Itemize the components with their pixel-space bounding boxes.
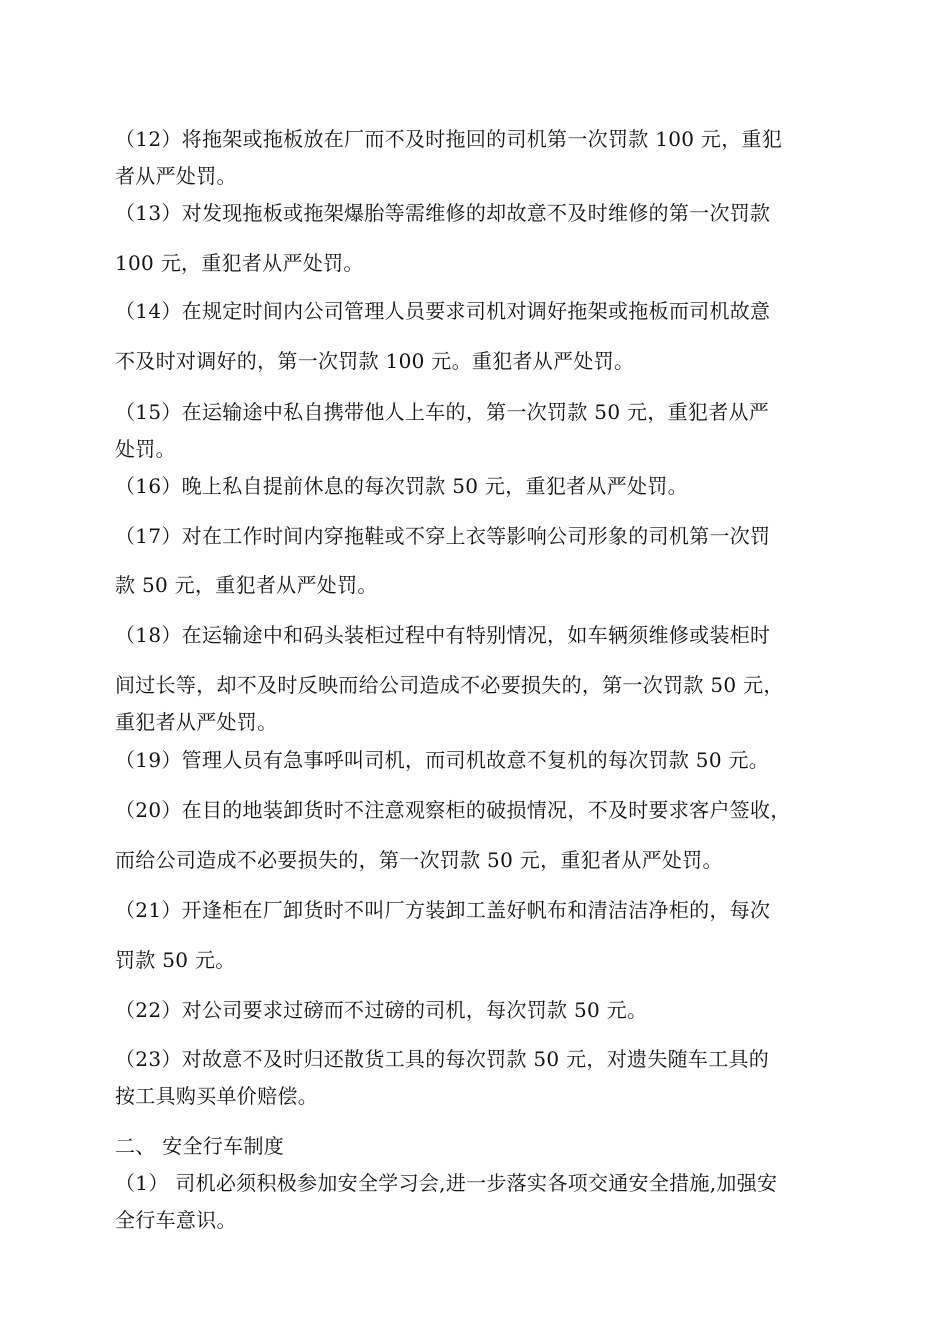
rule-20-line-1: （20）在目的地装卸货时不注意观察柜的破损情况，不及时要求客户签收， bbox=[115, 798, 791, 822]
rule-22-line-1: （22）对公司要求过磅而不过磅的司机，每次罚款 50 元。 bbox=[115, 998, 648, 1022]
safety-rule-1-line-2: 全行车意识。 bbox=[115, 1208, 237, 1232]
rule-23-line-2: 按工具购买单价赔偿。 bbox=[115, 1084, 318, 1108]
rule-21-line-1: （21）开逢柜在厂卸货时不叫厂方装卸工盖好帆布和清洁洁净柜的，每次 bbox=[115, 898, 771, 922]
rule-18-line-3: 重犯者从严处罚。 bbox=[115, 710, 278, 734]
rule-15-line-1: （15）在运输途中私自携带他人上车的，第一次罚款 50 元，重犯者从严 bbox=[115, 400, 770, 424]
rule-17-line-2: 款 50 元，重犯者从严处罚。 bbox=[115, 573, 378, 597]
rule-23-line-1: （23）对故意不及时归还散货工具的每次罚款 50 元，对遗失随车工具的 bbox=[115, 1047, 770, 1071]
rule-15-line-2: 处罚。 bbox=[115, 437, 176, 461]
rule-12-line-2: 者从严处罚。 bbox=[115, 164, 237, 188]
rule-14-line-2: 不及时对调好的，第一次罚款 100 元。重犯者从严处罚。 bbox=[115, 349, 635, 373]
rule-16-line-1: （16）晚上私自提前休息的每次罚款 50 元，重犯者从严处罚。 bbox=[115, 474, 688, 498]
rule-13-line-1: （13）对发现拖板或拖架爆胎等需维修的却故意不及时维修的第一次罚款 bbox=[115, 201, 771, 225]
rule-17-line-1: （17）对在工作时间内穿拖鞋或不穿上衣等影响公司形象的司机第一次罚 bbox=[115, 524, 771, 548]
rule-13-line-2: 100 元，重犯者从严处罚。 bbox=[115, 251, 364, 275]
safety-rule-1-line-1: （1） 司机必须积极参加安全学习会,进一步落实各项交通安全措施,加强安 bbox=[115, 1171, 778, 1195]
section-heading: 二、 安全行车制度 bbox=[115, 1134, 285, 1158]
rule-18-line-1: （18）在运输途中和码头装柜过程中有特别情况，如车辆须维修或装柜时 bbox=[115, 623, 771, 647]
rule-14-line-1: （14）在规定时间内公司管理人员要求司机对调好拖架或拖板而司机故意 bbox=[115, 299, 771, 323]
rule-12-line-1: （12）将拖架或拖板放在厂而不及时拖回的司机第一次罚款 100 元，重犯 bbox=[115, 127, 783, 151]
rule-21-line-2: 罚款 50 元。 bbox=[115, 948, 236, 972]
rule-20-line-2: 而给公司造成不必要损失的，第一次罚款 50 元，重犯者从严处罚。 bbox=[115, 848, 723, 872]
rule-19-line-1: （19）管理人员有急事呼叫司机，而司机故意不复机的每次罚款 50 元。 bbox=[115, 748, 770, 772]
rule-18-line-2: 间过长等，却不及时反映而给公司造成不必要损失的，第一次罚款 50 元， bbox=[115, 673, 784, 697]
